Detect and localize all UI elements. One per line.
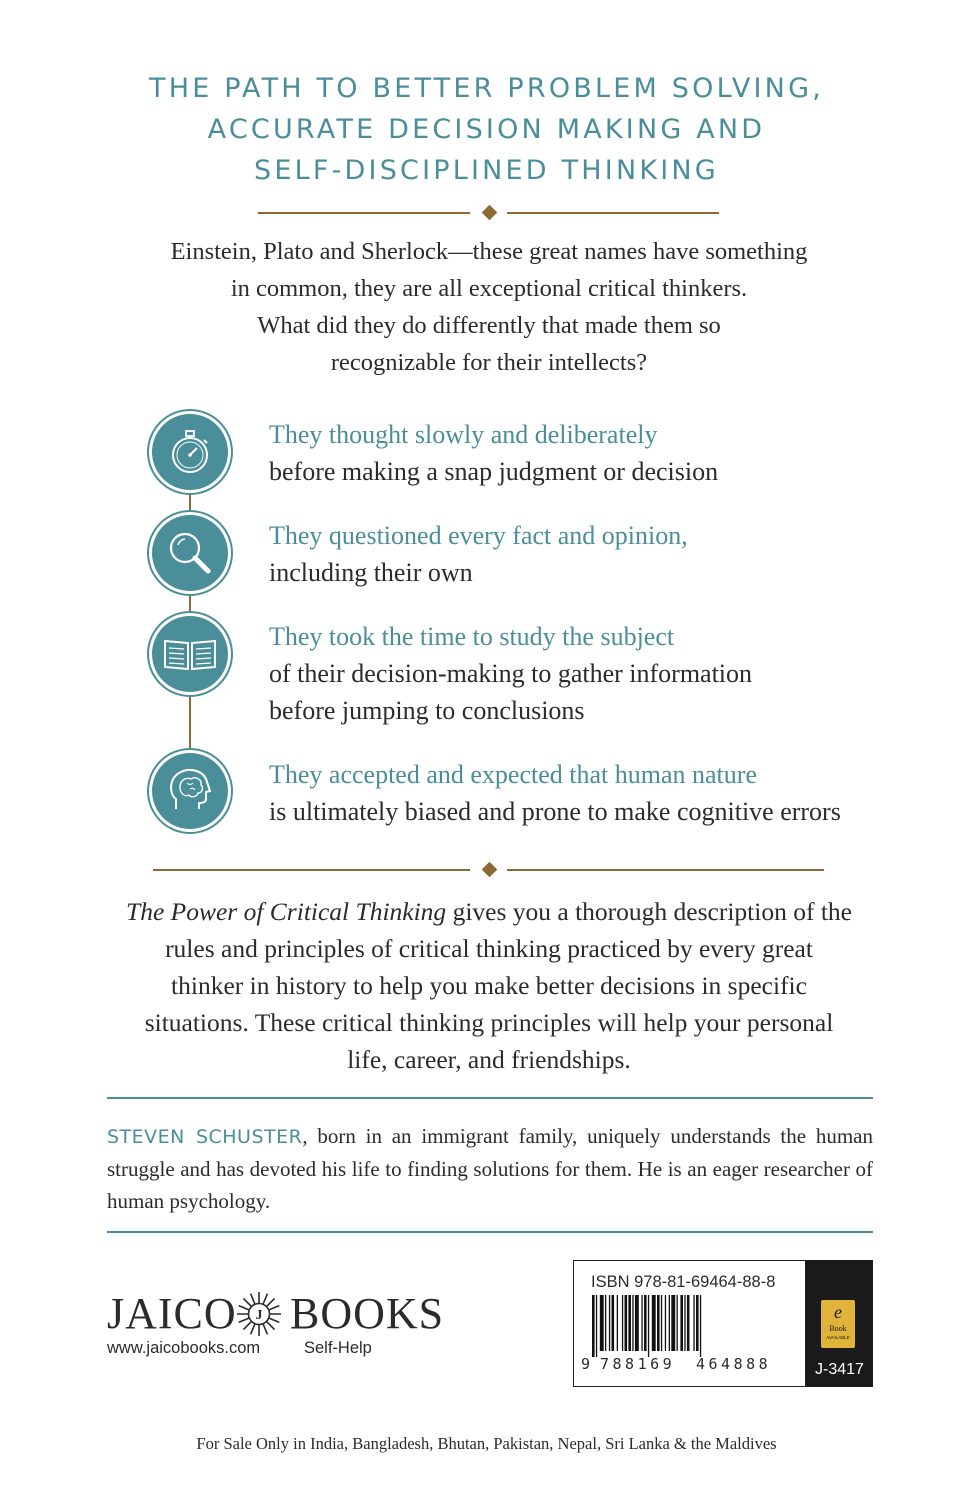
intro-line-1: Einstein, Plato and Sherlock—these great names have something (170, 238, 808, 265)
book-title: The Power of Critical Thinking (126, 897, 447, 926)
description-line-3: thinker in history to help you make better decisions in specific (171, 971, 807, 1000)
barcode-bar (648, 1295, 649, 1357)
headline-line-3: SELF-DISCIPLINED THINKING (254, 155, 719, 186)
magnifier-icon (152, 515, 228, 591)
description-line-5: life, career, and friendships. (347, 1045, 631, 1074)
sale-territory-notice: For Sale Only in India, Bangladesh, Bhutan, Pakistan, Nepal, Sri Lanka & the Maldives (196, 1434, 777, 1453)
trait-3-lead: They took the time to study the subject (269, 622, 675, 651)
ebook-badge (806, 1260, 873, 1387)
trait-4-detail: is ultimately biased and prone to make cognitive errors (269, 797, 841, 826)
divider-line-right (507, 212, 719, 214)
trait-2-lead: They questioned every fact and opinion, (269, 521, 688, 550)
barcode-bar (693, 1295, 694, 1351)
barcode-bar (700, 1295, 701, 1357)
barcode-bar (628, 1295, 631, 1351)
ebook-badge-word: Book (829, 1324, 847, 1333)
barcode-bar (632, 1295, 633, 1351)
intro-line-2: in common, they are all exceptional critical thinkers. (230, 275, 748, 302)
stopwatch-icon (152, 414, 228, 490)
divider-line-right-2 (507, 869, 824, 871)
divider-diamond-icon (482, 205, 498, 221)
description-line-1 (100, 893, 878, 930)
description-line-1-rest: gives you a thorough description of the (446, 897, 852, 926)
trait-item-1 (269, 416, 718, 490)
barcode-bar (625, 1295, 628, 1351)
trait-3-detail-2: before jumping to conclusions (269, 696, 585, 725)
trait-item-2 (269, 517, 688, 591)
ebook-badge-icon (821, 1300, 855, 1348)
intro-line-4: recognizable for their intellects? (330, 349, 648, 376)
barcode-bar (677, 1295, 678, 1351)
barcode-digit-lead: 9 (581, 1355, 591, 1373)
description-line-4: situations. These critical thinking principles will help your personal (144, 1008, 834, 1037)
author-name: STEVEN SCHUSTER (107, 1126, 303, 1148)
barcode-bar (680, 1295, 683, 1351)
ebook-badge-letter: e (834, 1302, 842, 1322)
barcode-bar (661, 1295, 662, 1351)
trait-item-4 (269, 756, 841, 830)
barcode-bar (696, 1295, 699, 1351)
barcode-bar (671, 1295, 675, 1351)
trait-4-lead: They accepted and expected that human nature (269, 760, 757, 789)
publisher-emblem-letter: J (255, 1308, 263, 1323)
trait-2-detail: including their own (269, 558, 473, 587)
intro-paragraph (100, 233, 878, 381)
headline (0, 68, 973, 191)
barcode-bar (665, 1295, 666, 1351)
author-rule-top (107, 1097, 873, 1099)
barcode-bar (684, 1295, 685, 1351)
divider-line-left (258, 212, 470, 214)
barcode-digits-group-1: 788169 (600, 1355, 676, 1373)
headline-line-2: ACCURATE DECISION MAKING AND (207, 114, 766, 145)
intro-line-3: What did they do differently that made them so (257, 312, 721, 339)
barcode-bar (641, 1295, 642, 1351)
ebook-badge-sub: AVAILABLE (826, 1335, 850, 1340)
barcode-bar (652, 1295, 656, 1351)
publisher-name-left: JAICO (107, 1289, 237, 1338)
barcode-bar (612, 1295, 615, 1351)
barcode-bar (644, 1295, 647, 1351)
barcode-bar (592, 1295, 595, 1357)
brain-head-icon (152, 753, 228, 829)
barcode-digits-group-2: 464888 (696, 1355, 772, 1373)
isbn-barcode (573, 1260, 806, 1387)
author-bio (107, 1120, 873, 1217)
barcode-bars (592, 1295, 792, 1357)
publisher-website[interactable]: www.jaicobooks.com (107, 1339, 261, 1357)
author-bio-text: , born in an immigrant family, uniquely understands the human struggle and has devoted his life to finding solutions for them. He is an eager researcher of human psychology. (107, 1124, 873, 1213)
trait-item-3 (269, 618, 752, 729)
book-category: Self-Help (304, 1339, 372, 1357)
trait-1-lead: They thought slowly and deliberately (269, 420, 658, 449)
barcode-bar (605, 1295, 606, 1351)
barcode-bar (687, 1295, 690, 1351)
headline-line-1: THE PATH TO BETTER PROBLEM SOLVING, (149, 73, 824, 104)
open-book-icon (152, 616, 228, 692)
barcode-bar (609, 1295, 610, 1351)
divider-diamond-icon-2 (482, 862, 498, 878)
barcode-bar (617, 1295, 618, 1351)
author-rule-bottom (107, 1231, 873, 1233)
publisher-emblem-icon (236, 1291, 282, 1337)
barcode-bar (635, 1295, 639, 1351)
isbn-label: ISBN 978-81-69464-88-8 (591, 1273, 776, 1291)
barcode-bar (657, 1295, 660, 1351)
divider-line-left-2 (153, 869, 470, 871)
ebook-code: J-3417 (815, 1361, 864, 1378)
barcode-bar (596, 1295, 597, 1357)
trait-3-detail-1: of their decision-making to gather information (269, 659, 753, 688)
book-description (100, 893, 878, 1078)
barcode-bar (669, 1295, 670, 1351)
publisher-name-right: BOOKS (290, 1289, 445, 1338)
description-line-2: rules and principles of critical thinking practiced by every great (165, 934, 813, 963)
trait-1-detail: before making a snap judgment or decision (269, 457, 719, 486)
barcode-bar (600, 1295, 604, 1351)
barcode-bar (622, 1295, 623, 1351)
